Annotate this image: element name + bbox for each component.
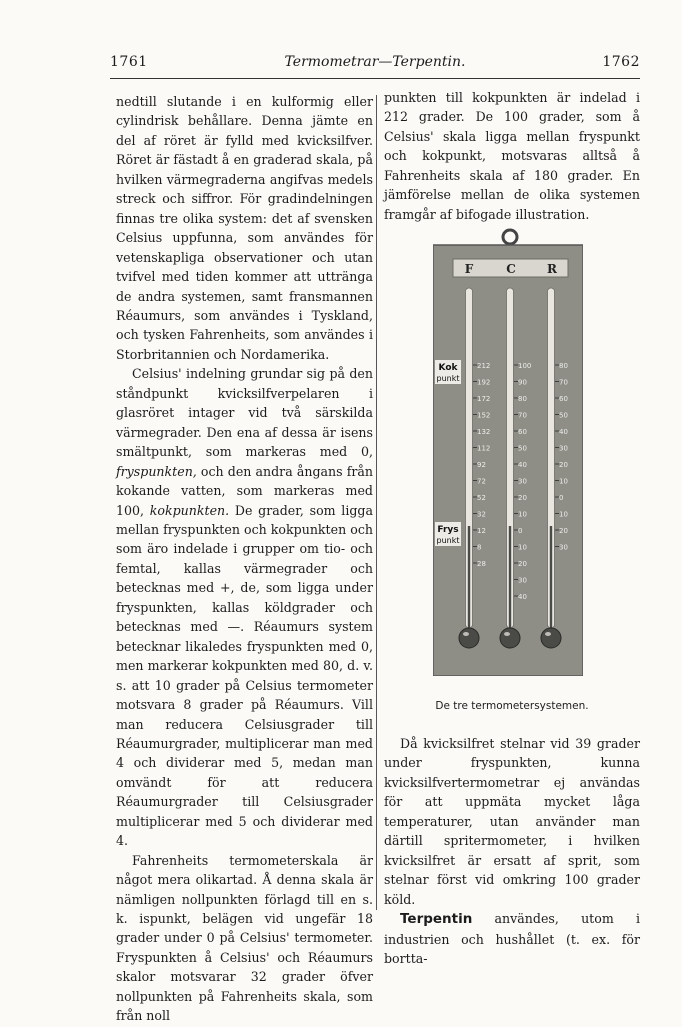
reaumur-tick-label: 60 [559,395,568,403]
fahrenheit-tick-label: 192 [477,378,491,387]
thermometer-illustration [433,226,583,676]
reaumur-tick-label: 40 [559,428,568,436]
right-column-bottom [384,734,640,968]
fahrenheit-bulb [459,628,479,648]
paragraph-celsius [116,364,373,850]
celsius-bulb [500,628,520,648]
kok-label-line-1: Kok [438,363,458,373]
fahrenheit-tick-label: 212 [477,362,491,370]
celsius-mercury-column [509,526,511,636]
column-divider [376,95,377,910]
celsius-tick-label: 30 [518,477,527,486]
celsius-tick-label: 20 [518,494,527,502]
celsius-tick-label: 10 [518,543,527,552]
page-header [110,54,640,76]
term-fryspunkten: fryspunkten, [116,463,197,479]
reaumur-tick-label: 10 [559,510,568,519]
fahrenheit-tick-label: 12 [477,527,486,535]
paragraph-celsius-text-1: Celsius' indelning grundar sig på den ståndpunkt kvicksilfverpelaren i glasröret intager vid två särskilda värmegrader. Den ena af dessa är isens smältpunkt, som markeras med 0, [116,366,373,460]
fahrenheit-tick-label: 72 [477,477,486,486]
celsius-tick-label: 70 [518,411,527,420]
paragraph-celsius-text-3: De grader, som ligga mellan fryspunkten och kokpunkten och som äro indelade i grupper om tio- och femtal, kallas värmegrader och betecknas med +, de, som ligga under fryspunkten, kallas köldgrader och betecknas med —. Réaumurs system betecknar likaledes fryspunkten med 0, men markerar kokpunkten med 80, d. v. s. att 10 grader på Celsius termometer motsvara 8 grader på Réaumurs. Vill man reducera Celsiusgrader till Réaumurgrader, multiplicerar man med 4 och dividerar med 5, medan man omvändt för att reducera Réaumurgrader till Celsiusgrader multiplicerar med 5 och dividerar med 4. [116,502,373,849]
celsius-tick-label: 50 [518,444,527,453]
fahrenheit-tick-label: 28 [477,560,486,568]
fahrenheit-tick-label: 32 [477,510,486,519]
right-page-number: 1762 [602,54,640,70]
reaumur-tick-label: 80 [559,362,568,370]
fahrenheit-tick-label: 112 [477,444,491,453]
reaumur-bulb [541,628,561,648]
entry-heading-terpentin: Terpentin [400,911,473,928]
paragraph-fahrenheit-continued: punkten till kokpunkten är indelad i 212 grader. De 100 grader, som å Celsius' skala ligga mellan fryspunkt och kokpunkt, motsvaras alltså å Fahrenheits skala af 180 grader. En jämförelse mellan de olika systemen framgår af bifogade illustration. [384,90,640,222]
paragraph-continuation: nedtill slutande i en kulformig eller cylindrisk behållare. Denna jämte en del af röret är fylld med kvicksilfver. Röret är fästadt å en graderad skala, på hvilken värmegraderna angifvas medels streck och siffror. För gradindelningen finnas tre olika system: det af svensken Celsius uppfunna, som användes för vetenskapliga observationer och utan tvifvel med tiden kommer att uttränga de andra systemen, samt fransmannen Réaumurs, som användes i Tyskland, och tysken Fahrenheits, som användes i Storbritannien och Nordamerika. [116,94,373,362]
hanging-ring [503,230,517,244]
reaumur-tick-label: 0 [559,494,564,502]
celsius-tick-label: 40 [518,593,527,601]
reaumur-tick-label: 20 [559,527,568,535]
celsius-tick-label: 0 [518,527,523,535]
paragraph-kvicksilfver: Då kvicksilfret stelnar vid 39 grader under fryspunkten, kunna kvicksilfvertermometrar ej användas för att uppmäta mycket låga temperaturer, utan använder man därtill spritermometer, i hvilken kvicksilfret är ersatt af sprit, som stelnar först vid omkring 100 grader köld. [384,736,640,907]
celsius-tick-label: 60 [518,428,527,436]
paragraph-celsius-text-2: och den andra ångans från kokande vatten, som markeras med 100, [116,463,373,518]
fahrenheit-mercury-column [468,526,470,636]
left-column [116,92,373,1026]
reaumur-bulb-highlight [545,632,551,636]
running-title: Termometrar—Terpentin. [284,54,466,70]
reaumur-tick-label: 10 [559,477,568,486]
celsius-tick-label: 10 [518,510,527,519]
scale-letter-c: C [506,262,516,276]
reaumur-mercury-column [550,526,552,636]
scale-letter-f: F [464,262,474,276]
figure-caption: De tre termometersystemen. [435,700,589,712]
fahrenheit-bulb-highlight [463,632,469,636]
reaumur-tick-label: 70 [559,378,568,387]
paragraph-terpentin-text: användes, utom i industrien och hushållet (t. ex. för bortta- [384,911,640,966]
celsius-bulb-highlight [504,632,510,636]
celsius-tick-label: 20 [518,560,527,568]
celsius-tick-label: 80 [518,395,527,403]
frys-label-line-2: punkt [436,536,460,545]
scale-letter-r: R [547,262,557,276]
celsius-tick-label: 30 [518,576,527,585]
fahrenheit-tick-label: 92 [477,461,486,469]
reaumur-tick-label: 50 [559,411,568,420]
left-page-number: 1761 [110,54,148,70]
fahrenheit-tick-label: 8 [477,543,482,552]
paragraph-terpentin [384,909,640,968]
reaumur-tick-label: 20 [559,461,568,469]
celsius-tick-label: 100 [518,362,532,370]
paragraph-fahrenheit: Fahrenheits termometerskala är något mera olikartad. Å denna skala är nämligen nollpunkten förlagd till en s. k. ispunkt, belägen vid ungefär 18 grader under 0 på Celsius' termometer. Fryspunkten å Celsius' och Réaumurs skalor motsvarar 32 grader öfver nollpunkten på Fahrenheits skala, som från noll [116,852,373,1024]
header-rule [110,78,640,79]
fahrenheit-tick-label: 172 [477,395,491,403]
right-column-top [384,88,640,224]
fahrenheit-tick-label: 132 [477,428,491,436]
kok-label-line-2: punkt [436,374,460,383]
term-kokpunkten: kokpunkten. [149,502,230,518]
fahrenheit-tick-label: 52 [477,494,486,502]
reaumur-tick-label: 30 [559,543,568,552]
frys-label-line-1: Frys [437,525,459,535]
celsius-tick-label: 40 [518,461,527,469]
celsius-tick-label: 90 [518,378,527,387]
fahrenheit-tick-label: 152 [477,411,491,420]
reaumur-tick-label: 30 [559,444,568,453]
